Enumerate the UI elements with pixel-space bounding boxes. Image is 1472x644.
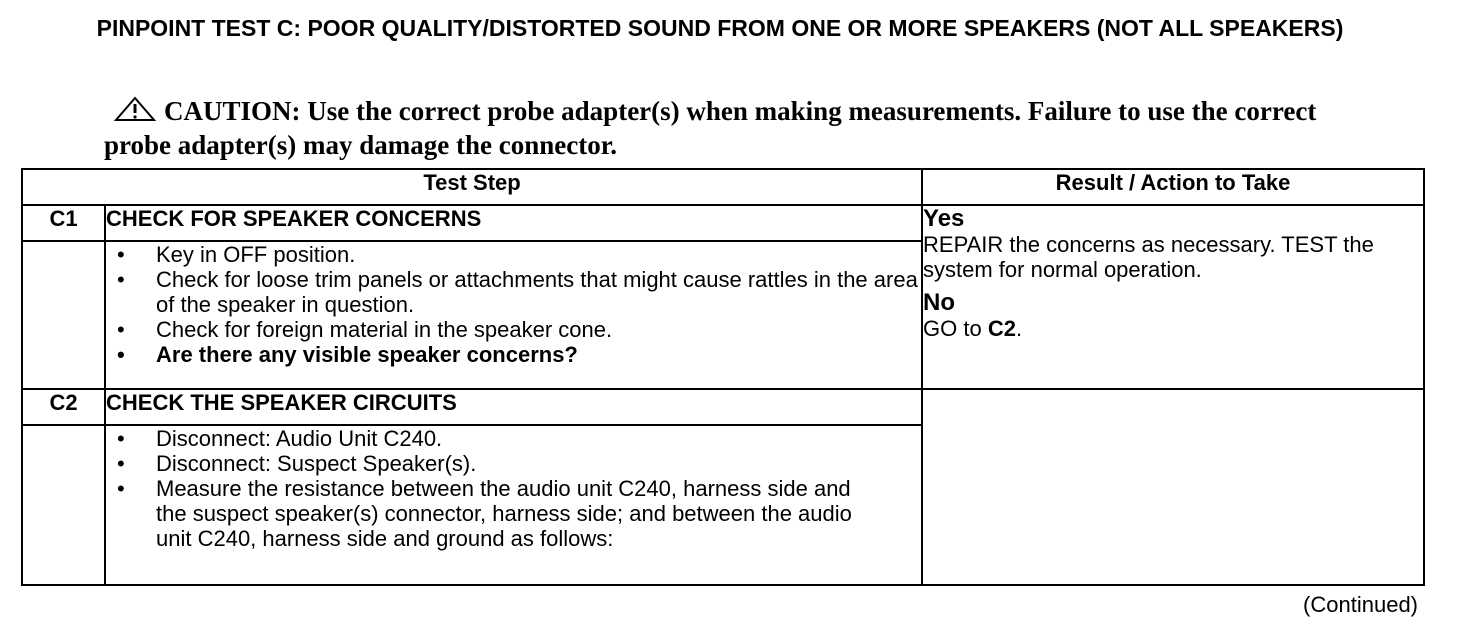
result-header: Result / Action to Take: [922, 169, 1424, 205]
continued-label: (Continued): [1303, 592, 1418, 617]
page-title: PINPOINT TEST C: POOR QUALITY/DISTORTED SOUND FROM ONE OR MORE SPEAKERS (NOT ALL SPEAKERS): [96, 15, 1344, 41]
step-number: C2: [22, 389, 105, 425]
step-c1-result: [922, 205, 1424, 389]
step-title: CHECK FOR SPEAKER CONCERNS: [105, 205, 922, 241]
list-item: • Key in OFF position.: [106, 242, 921, 267]
caution-notice: [104, 95, 1344, 161]
step-body: [105, 425, 922, 585]
list-item: • Measure the resistance between the audio unit C240, harness side and the suspect speaker(s) connector, harness side; and between the audio unit C240, harness side and ground as follows:: [106, 476, 921, 551]
caution-text: CAUTION: Use the correct probe adapter(s) when making measurements. Failure to use the correct probe adapter(s) may damage the connector.: [104, 96, 1317, 160]
list-item: • Check for loose trim panels or attachments that might cause rattles in the area of the speaker in question.: [106, 267, 921, 317]
step-body: [105, 241, 922, 389]
list-item: • Disconnect: Suspect Speaker(s).: [106, 451, 921, 476]
step-bullet-list: [106, 242, 921, 367]
list-item: • Are there any visible speaker concerns?: [106, 342, 921, 367]
table-header-row: [22, 169, 1424, 205]
step-title: CHECK THE SPEAKER CIRCUITS: [105, 389, 922, 425]
step-number: C1: [22, 205, 105, 241]
warning-triangle-icon: [114, 96, 156, 129]
no-label: No: [923, 289, 956, 316]
step-c2-title-row: [22, 389, 1424, 425]
list-item: • Check for foreign material in the speaker cone.: [106, 317, 921, 342]
goto-step-link: C2: [987, 316, 1016, 341]
test-step-header: Test Step: [22, 169, 922, 205]
no-action: GO to C2.: [923, 316, 1023, 341]
pinpoint-test-table: [21, 168, 1425, 586]
yes-action: REPAIR the concerns as necessary. TEST the system for normal operation.: [923, 232, 1374, 282]
list-item: • Disconnect: Audio Unit C240.: [106, 426, 921, 451]
yes-label: Yes: [923, 205, 965, 232]
step-c2-result: [922, 389, 1424, 585]
step-bullet-list: [106, 426, 921, 551]
step-c1-title-row: [22, 205, 1424, 241]
